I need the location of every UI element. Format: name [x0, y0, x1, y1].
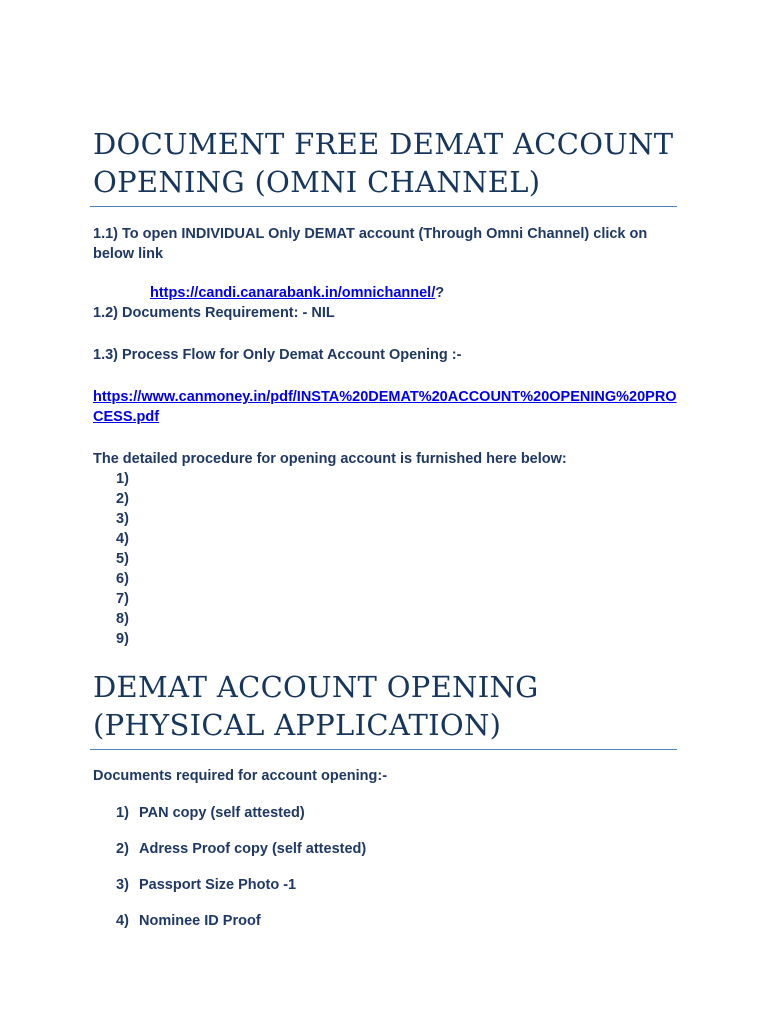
procedure-intro-text: The detailed procedure for opening account is furnished here below: [93, 451, 567, 467]
document-item-number: 1) [116, 805, 129, 821]
procedure-step: 1) [116, 471, 129, 487]
procedure-steps-list [116, 469, 129, 649]
step-1-3-text: 1.3) Process Flow for Only Demat Account Opening :- [93, 347, 462, 363]
omnichannel-link[interactable]: https://candi.canarabank.in/omnichannel/ [150, 285, 436, 301]
document-item [116, 803, 366, 839]
document-item [116, 875, 366, 911]
documents-required-list [116, 803, 366, 947]
document-item-number: 3) [116, 877, 129, 893]
procedure-step: 6) [116, 571, 129, 587]
procedure-step: 3) [116, 511, 129, 527]
omnichannel-link-suffix: ? [435, 285, 445, 301]
document-item-text: Adress Proof copy (self attested) [139, 841, 367, 857]
section-heading-omni-channel: DOCUMENT FREE DEMAT ACCOUNT OPENING (OMNI CHANNEL) [90, 125, 677, 207]
step-1-1-text: 1.1) To open INDIVIDUAL Only DEMAT account (Through Omni Channel) click on below link [93, 226, 648, 262]
process-pdf-link-line [93, 387, 677, 427]
process-pdf-link[interactable]: https://www.canmoney.in/pdf/INSTA%20DEMAT%20ACCOUNT%20OPENING%20PROCESS.pdf [93, 389, 677, 425]
procedure-step: 4) [116, 531, 129, 547]
document-item-number: 2) [116, 841, 129, 857]
document-item-text: Nominee ID Proof [139, 913, 261, 929]
document-item-number: 4) [116, 913, 129, 929]
section-heading-physical-application: DEMAT ACCOUNT OPENING (PHYSICAL APPLICATION) [90, 668, 677, 750]
procedure-step: 8) [116, 611, 129, 627]
document-item [116, 839, 366, 875]
document-item [116, 911, 366, 947]
procedure-step: 7) [116, 591, 129, 607]
document-item-text: PAN copy (self attested) [139, 805, 305, 821]
procedure-step: 2) [116, 491, 129, 507]
procedure-step: 9) [116, 631, 129, 647]
document-item-text: Passport Size Photo -1 [139, 877, 297, 893]
documents-required-intro: Documents required for account opening:- [93, 768, 388, 784]
omnichannel-link-line [150, 283, 677, 303]
procedure-step: 5) [116, 551, 129, 567]
step-1-2-text: 1.2) Documents Requirement: - NIL [93, 305, 335, 321]
